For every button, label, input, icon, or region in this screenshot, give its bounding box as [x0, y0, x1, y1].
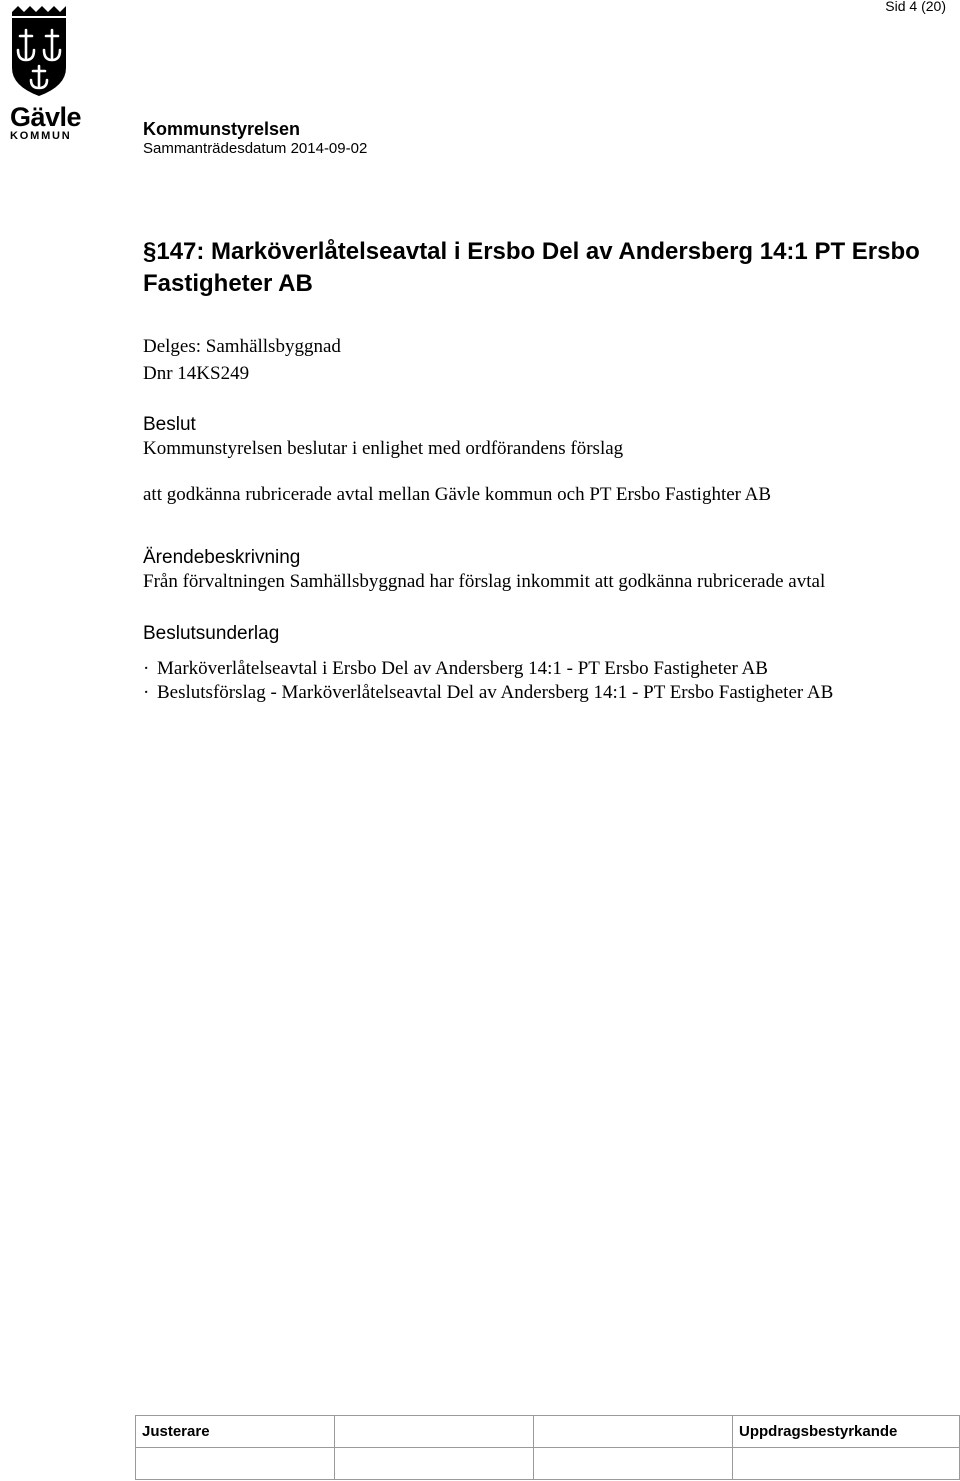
list-item	[143, 682, 833, 704]
beslutsunderlag-heading: Beslutsunderlag	[143, 623, 280, 644]
signature-table	[135, 1415, 960, 1480]
arendebeskrivning-text: Från förvaltningen Samhällsbyggnad har förslag inkommit att godkänna rubricerade avtal	[143, 571, 826, 592]
arendebeskrivning-heading: Ärendebeskrivning	[143, 547, 301, 568]
bullet-icon: ·	[143, 682, 150, 703]
list-item-text: Marköverlåtelseavtal i Ersbo Del av Andersberg 14:1 - PT Ersbo Fastigheter AB	[157, 658, 768, 679]
logo-name: Gävle	[10, 102, 82, 132]
signature-cell	[534, 1416, 733, 1448]
organization-name: Kommunstyrelsen	[143, 119, 301, 139]
signature-cell	[733, 1448, 960, 1480]
gavle-kommun-logo	[8, 6, 82, 142]
signature-cell	[136, 1448, 335, 1480]
page-number: Sid 4 (20)	[885, 0, 946, 14]
bullet-icon: ·	[143, 658, 150, 679]
beslut-att-clause: att godkänna rubricerade avtal mellan Gävle kommun och PT Ersbo Fastighter AB	[143, 484, 772, 505]
beslut-text: Kommunstyrelsen beslutar i enlighet med ordförandens förslag	[143, 438, 624, 459]
signature-cell	[335, 1448, 534, 1480]
signature-cell	[335, 1416, 534, 1448]
coat-of-arms-icon	[8, 6, 70, 98]
signature-cell	[534, 1448, 733, 1480]
uppdragsbestyrkande-label: Uppdragsbestyrkande	[733, 1416, 960, 1448]
delges-line: Delges: Samhällsbyggnad	[143, 336, 341, 357]
list-item	[143, 658, 768, 680]
beslut-heading: Beslut	[143, 414, 196, 435]
dnr-line: Dnr 14KS249	[143, 363, 250, 384]
page-title: §147: Marköverlåtelseavtal i Ersbo Del av Andersberg 14:1 PT Ersbo Fastigheter AB	[143, 238, 920, 297]
logo-subtitle: KOMMUN	[10, 130, 72, 142]
justerare-label: Justerare	[136, 1416, 335, 1448]
list-item-text: Beslutsförslag - Marköverlåtelseavtal Del av Andersberg 14:1 - PT Ersbo Fastigheter AB	[157, 682, 834, 703]
meeting-date: Sammanträdesdatum 2014-09-02	[143, 140, 368, 157]
